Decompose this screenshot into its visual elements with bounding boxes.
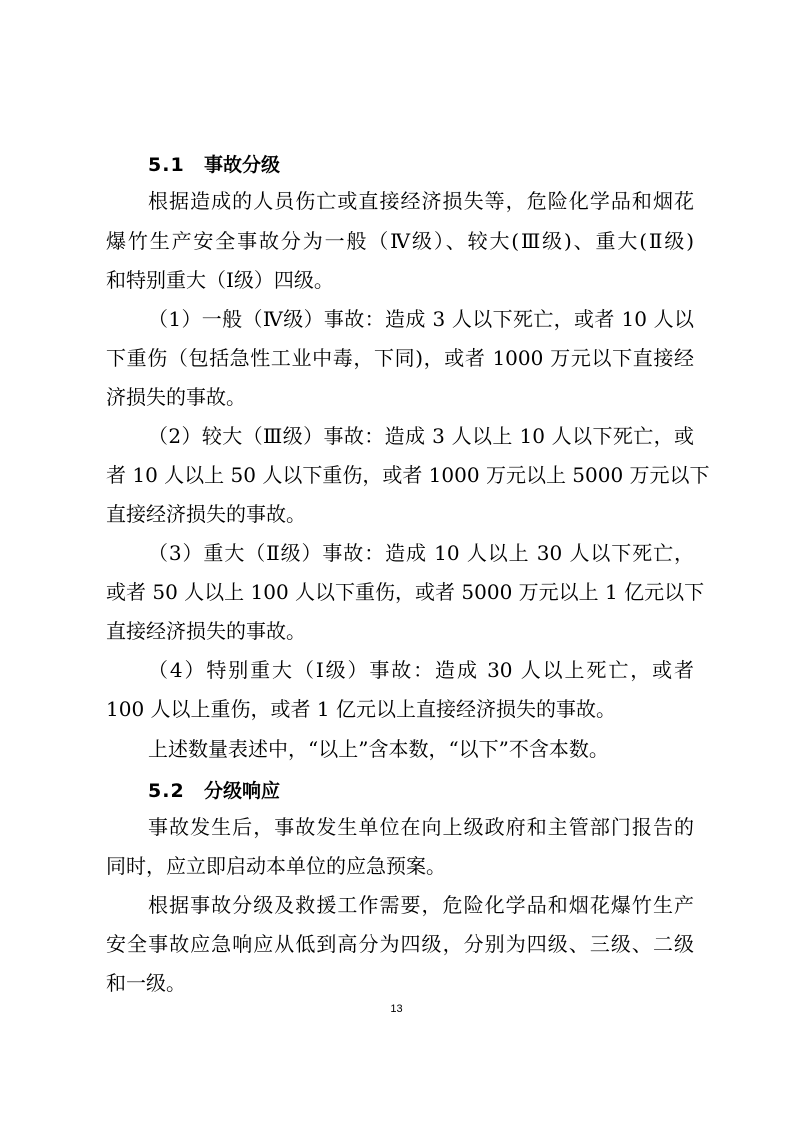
paragraph-line: 直接经济损失的事故。 — [106, 619, 306, 643]
section-title: 事故分级 — [204, 154, 281, 176]
section-heading-5-1 — [148, 150, 280, 177]
paragraph-line: 根据造成的人员伤亡或直接经济损失等，危险化学品和烟花 — [148, 189, 694, 213]
paragraph-line: 安全事故应急响应从低到高分为四级，分别为四级、三级、二级 — [106, 932, 694, 956]
paragraph-line: 和一级。 — [106, 971, 186, 995]
paragraph-line: 事故发生后，事故发生单位在向上级政府和主管部门报告的 — [148, 815, 694, 839]
paragraph-line: 济损失的事故。 — [106, 385, 246, 409]
section-number: 5.2 — [148, 780, 185, 802]
paragraph-line: 同时，应立即启动本单位的应急预案。 — [106, 854, 446, 878]
paragraph-line: （4）特别重大（Ⅰ级）事故：造成 30 人以上死亡，或者 — [148, 658, 694, 682]
paragraph-line: 者 10 人以上 50 人以下重伤，或者 1000 万元以上 5000 万元以下 — [106, 463, 710, 487]
paragraph-line: 爆竹生产安全事故分为一般（Ⅳ级）、较大(Ⅲ级)、重大(Ⅱ级) — [106, 229, 694, 253]
paragraph-line: 和特别重大（Ⅰ级）四级。 — [106, 268, 334, 292]
section-heading-5-2 — [148, 776, 280, 803]
section-title: 分级响应 — [204, 780, 281, 802]
paragraph-line: 直接经济损失的事故。 — [106, 502, 306, 526]
paragraph-line: （1）一般（Ⅳ级）事故：造成 3 人以下死亡，或者 10 人以 — [148, 307, 694, 331]
section-number: 5.1 — [148, 154, 185, 176]
paragraph-line: 下重伤（包括急性工业中毒，下同)，或者 1000 万元以下直接经 — [106, 346, 694, 370]
page-number: 13 — [390, 1003, 403, 1015]
paragraph-line: 100 人以上重伤，或者 1 亿元以上直接经济损失的事故。 — [106, 697, 616, 721]
paragraph-line: 上述数量表述中，“以上”含本数，“以下”不含本数。 — [148, 737, 609, 761]
paragraph-line: 或者 50 人以上 100 人以下重伤，或者 5000 万元以上 1 亿元以下 — [106, 580, 705, 604]
paragraph-line: （3）重大（Ⅱ级）事故：造成 10 人以上 30 人以下死亡， — [148, 541, 694, 565]
paragraph-line: 根据事故分级及救援工作需要，危险化学品和烟花爆竹生产 — [148, 893, 694, 917]
paragraph-line: （2）较大（Ⅲ级）事故：造成 3 人以上 10 人以下死亡，或 — [148, 424, 694, 448]
